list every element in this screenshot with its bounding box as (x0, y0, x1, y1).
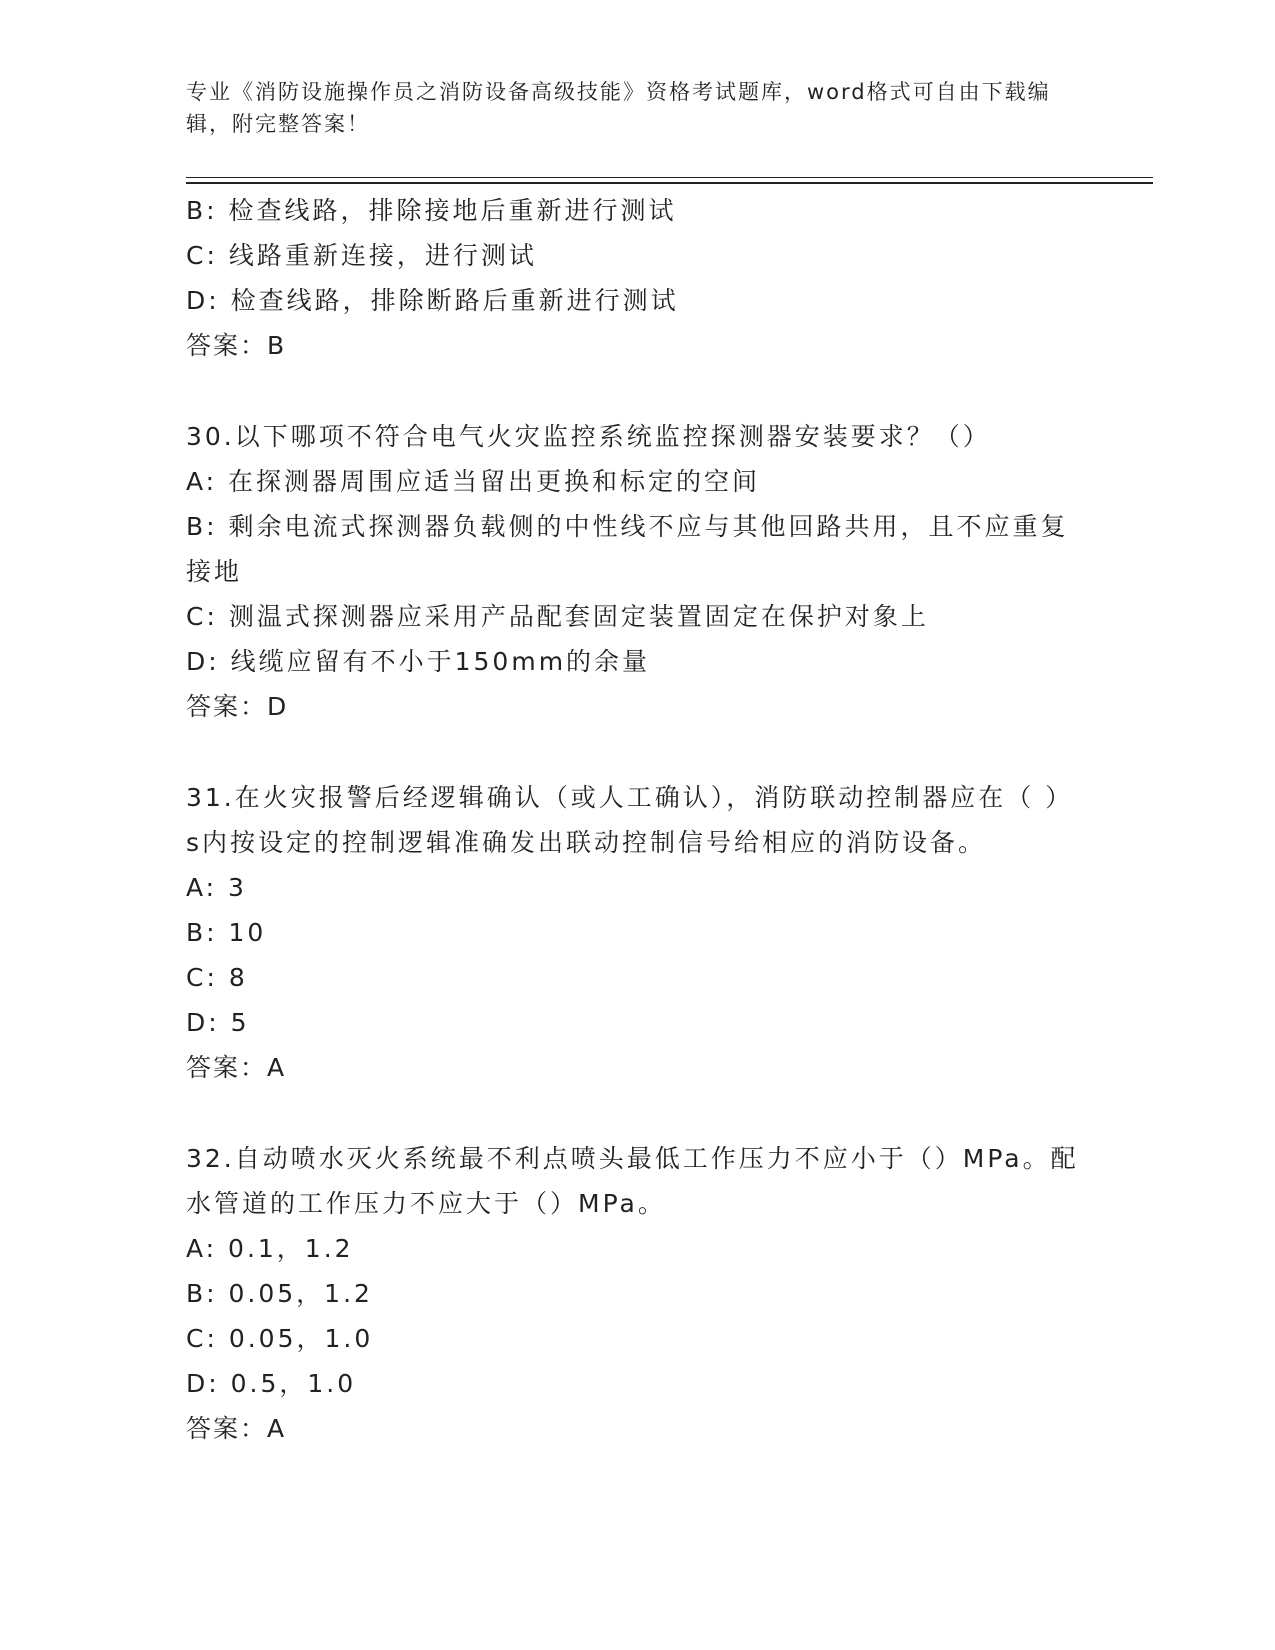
header-divider-thin (186, 177, 1153, 178)
document-header: 专业《消防设施操作员之消防设备高级技能》资格考试题库，word格式可自由下载编辑，附完整答案！ (186, 80, 1051, 136)
answer-line: 答案：B (186, 331, 287, 360)
option-c: C: 测温式探测器应采用产品配套固定装置固定在保护对象上 (186, 602, 929, 631)
answer-line: 答案：A (186, 1414, 287, 1443)
option-d: D: 线缆应留有不小于150mm的余量 (186, 647, 651, 676)
spacer (186, 729, 1086, 775)
option-b: B: 剩余电流式探测器负载侧的中性线不应与其他回路共用，且不应重复接地 (186, 512, 1069, 586)
option-d: D: 检查线路，排除断路后重新进行测试 (186, 286, 679, 315)
option-d: D: 5 (186, 1008, 250, 1037)
question-text: 31.在火灾报警后经逻辑确认（或人工确认），消防联动控制器应在（ ）s内按设定的控制逻辑准确发出联动控制信号给相应的消防设备。 (186, 783, 1074, 857)
option-c: C: 线路重新连接，进行测试 (186, 241, 537, 270)
spacer (186, 1090, 1086, 1136)
option-d: D: 0.5，1.0 (186, 1369, 357, 1398)
question-text: 32.自动喷水灭火系统最不利点喷头最低工作压力不应小于（）MPa。配水管道的工作压力不应大于（）MPa。 (186, 1144, 1079, 1218)
answer-line: 答案：D (186, 692, 289, 721)
previous-question-tail (186, 188, 1086, 368)
question-31 (186, 775, 1086, 1090)
answer-line: 答案：A (186, 1053, 287, 1082)
question-30 (186, 414, 1086, 729)
question-text: 30.以下哪项不符合电气火灾监控系统监控探测器安装要求？（） (186, 422, 991, 451)
option-c: C: 8 (186, 963, 248, 992)
option-b: B: 检查线路，排除接地后重新进行测试 (186, 196, 677, 225)
question-32 (186, 1136, 1086, 1451)
option-c: C: 0.05，1.0 (186, 1324, 374, 1353)
spacer (186, 368, 1086, 414)
option-b: B: 0.05，1.2 (186, 1279, 373, 1308)
header-divider-thick (186, 182, 1153, 184)
option-a: A: 3 (186, 873, 247, 902)
option-b: B: 10 (186, 918, 267, 947)
option-a: A: 0.1，1.2 (186, 1234, 354, 1263)
option-a: A: 在探测器周围应适当留出更换和标定的空间 (186, 467, 761, 496)
question-list (186, 188, 1086, 1451)
